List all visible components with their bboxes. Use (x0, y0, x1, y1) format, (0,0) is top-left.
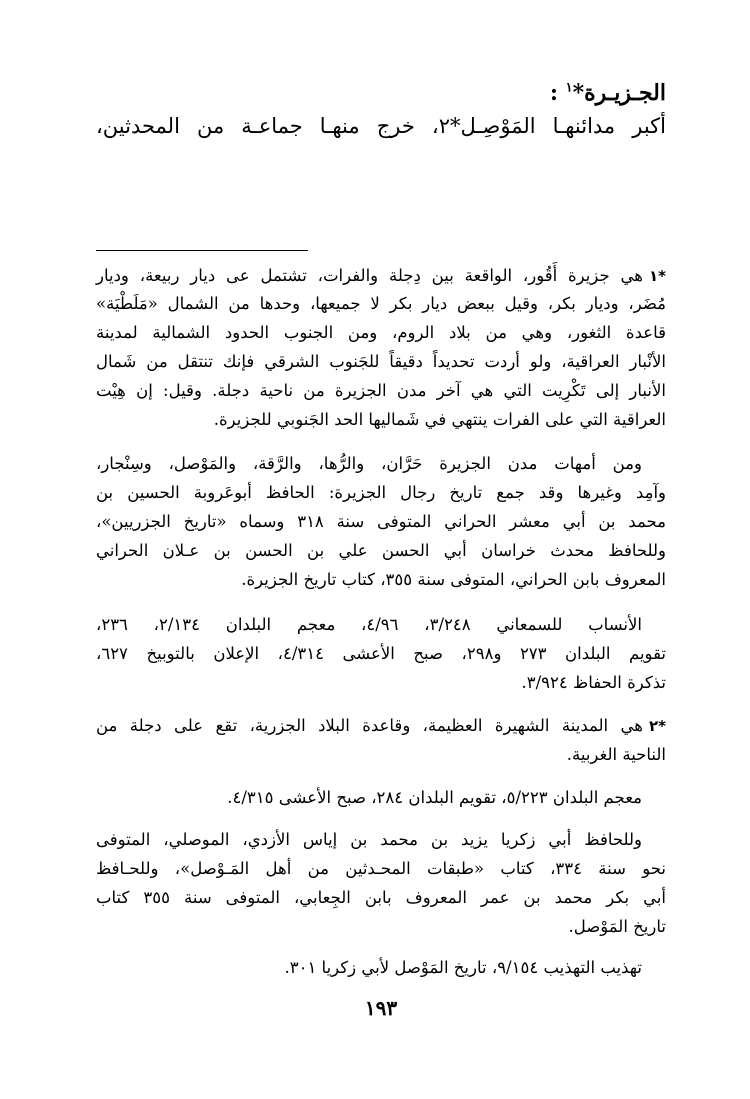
footnote-1-line: وآمِد وغيرها وقد جمع تاريخ رجال الجزيرة: الحافظ أبوعَروبة الحسين بن (96, 483, 666, 502)
footnote-2-line: وللحافظ أبي زكريا يزيد بن محمد بن إياس الأزدي، الموصلي، المتوفى (96, 830, 642, 849)
footnote-2-line: أبي بكر محمد بن عمر المعروف بابن الجِعابي، المتوفى سنة ٣٥٥ كتاب (96, 888, 666, 907)
footnote-1-reference-line: الأنساب للسمعاني ٣/٢٤٨، ٤/٩٦، معجم البلدان ٢/١٣٤، ٢٣٦، (96, 615, 642, 634)
footnote-1-line: مُضَر، وديار بكر، وقيل ببعض ديار بكر لا جميعها، وحدها من الشمال «مَلَطْيَة» (96, 294, 666, 313)
footnote-1-reference-line: تقويم البلدان ٢٧٣ و٢٩٨، صبح الأعشى ٤/٣١٤، الإعلان بالتوبيخ ٦٢٧، (96, 644, 667, 663)
footnote-1-line (96, 266, 666, 285)
footnote-2-line (96, 716, 666, 735)
footnote-1-line: العراقية التي على الفرات ينتهي في شَماليها الحد الجَنوبي للجزيرة. (213, 410, 666, 429)
footnote-2-line: نحو سنة ٣٣٤، كتاب «طبقات المحـدثين من أهل المَـوْصل»، وللحـافظ (96, 859, 666, 878)
footnote-2-line: الناحية الغربية. (566, 745, 666, 764)
footnote-1-line: الأنبار إلى تَكْرِيت التي هي آخر مدن الجزيرة من ناحية دجلة. وقيل: إن هِيْت (96, 381, 666, 400)
entry-heading-word: الجـزيـرة (584, 80, 666, 106)
footnote-1-line: وللحافظ محدث خراسان أبي الحسن علي بن الحسن بن عـلان الحراني (96, 541, 666, 560)
heading-footnote-ref: ١ (565, 80, 573, 96)
footnote-1-text: هي جزيرة أَقُور، الواقعة بين دِجلة والفرات، تشتمل عى ديار ربيعة، وديار (96, 266, 643, 285)
heading-colon: : (549, 80, 558, 106)
page-number: ١٩٣ (364, 996, 398, 1020)
footnote-2-text: هي المدينة الشهيرة العظيمة، وقاعدة البلاد الجزرية، تقع على دجلة من (96, 716, 643, 735)
footnote-1-line: المعروف بابن الحراني، المتوفى سنة ٣٥٥، كتاب تاريخ الجزيرة. (241, 570, 666, 589)
entry-heading (550, 80, 666, 106)
footnote-1-reference-line: تذكرة الحفاظ ٣/٩٢٤. (521, 673, 666, 692)
footnote-1-line: قاعدة الثغور، وهي من بلاد الروم، ومن الجنوب الحدود الشمالية لمدينة (96, 323, 666, 342)
footnote-2-line: تاريخ المَوْصل. (568, 917, 666, 936)
heading-footnote-marker: * (572, 80, 585, 106)
footnote-2-reference-line: معجم البلدان ٥/٢٢٣، تقويم البلدان ٢٨٤، صبح الأعشى ٤/٣١٥. (227, 788, 642, 807)
footnote-1-marker: *١ (648, 267, 666, 285)
footnote-2-marker: *٢ (648, 717, 666, 735)
footnote-separator (96, 250, 308, 251)
footnote-1-line: الأنْبار العراقية، ولو أردت تحديداً دقيقاً للجَنوب الشرقي فإنك تنتقل من شَمال (96, 352, 666, 371)
entry-body-line: أكبر مدائنهـا المَوْصِـل*٢، خرج منهـا جماعـة من المحدثين، (96, 114, 666, 138)
footnote-2-reference-line: تهذيب التهذيب ٩/١٥٤، تاريخ المَوْصل لأبي زكريا ٣٠١. (284, 958, 642, 977)
book-page (96, 0, 666, 1099)
footnote-1-line: محمد بن أبي معشر الحراني المتوفى سنة ٣١٨ وسماه «تاريخ الجزريين»، (96, 512, 666, 531)
footnote-1-line: ومن أمهات مدن الجزيرة حَرَّان، والرُّها، والرَّقة، والمَوْصل، وسِنْجار، (96, 454, 642, 473)
